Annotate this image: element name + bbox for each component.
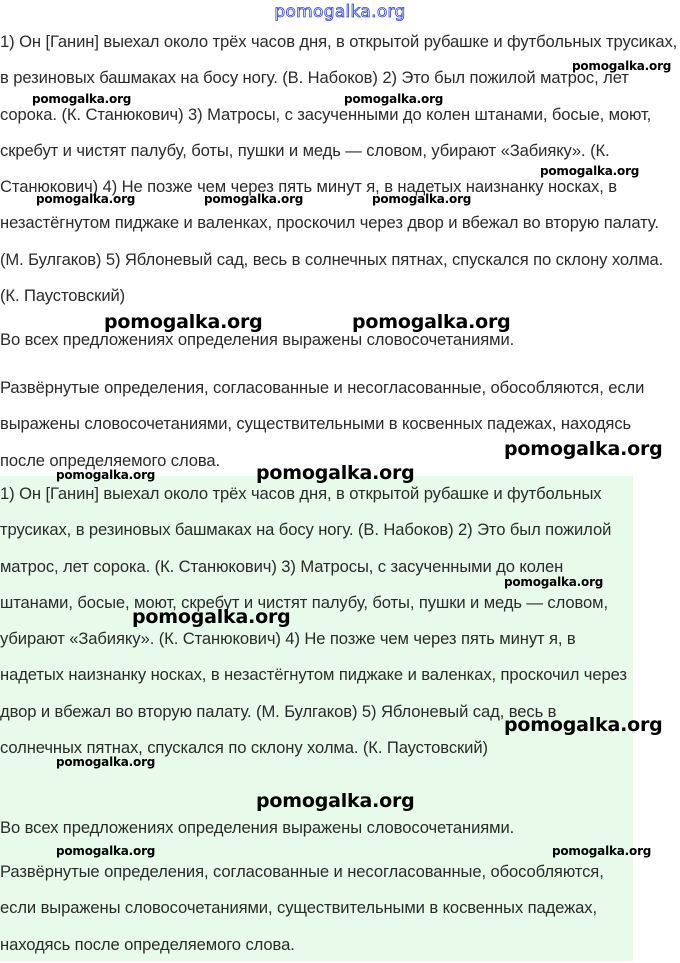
watermark: pomogalka.org	[572, 59, 672, 73]
watermark: pomogalka.org	[352, 311, 511, 333]
watermark: pomogalka.org	[56, 468, 156, 482]
watermark: pomogalka.org	[132, 606, 291, 628]
watermark: pomogalka.org	[504, 714, 663, 736]
exercise-sentences: 1) Он [Ганин] выехал около трёх часов дня, в открытой рубашке и футбольных трусиках, в резиновых башмаках на босу ногу. (В. Набоков) 2) Это был пожилой матрос, лет сорока. (К. Станюкович) 3) Матросы, с засученными до колен штанами, босые, моют, скребут и чистят палубу, боты, пушки и медь — словом, убирают «Забияку». (К. Станюкович) 4) Не позже чем через пять минут я, в надетых наизнанку носках, в незастёгнутом пиджаке и валенках, проскочил через двор и вбежал во вторую палату. (М. Булгаков) 5) Яблоневый сад, весь в солнечных пятнах, спускался по склону холма. (К. Паустовский)	[0, 32, 678, 306]
watermark: pomogalka.org	[344, 92, 444, 106]
answer-summary-definitions: Во всех предложениях определения выражены словосочетаниями.	[0, 818, 515, 837]
exercise-summary-rule: Развёрнутые определения, согласованные и несогласованные, обособляются, если выражены словосочетаниями, существительными в косвенных падежах, находясь после определяемого слова.	[0, 378, 645, 470]
answer-sentences: 1) Он [Ганин] выехал около трёх часов дня, в открытой рубашке и футбольных трусиках, в резиновых башмаках на босу ногу. (В. Набоков) 2) Это был пожилой матрос, лет сорока. (К. Станюкович) 3) Матросы, с засученными до колен штанами, босые, моют, скребут и чистят палубу, боты, пушки и медь — словом, убирают «Забияку». (К. Станюкович) 4) Не позже чем через пять минут я, в надетых наизнанку носках, в незастёгнутом пиджаке и валенках, проскочил через двор и вбежал во вторую палату. (М. Булгаков) 5) Яблоневый сад, весь в солнечных пятнах, спускался по склону холма. (К. Паустовский)	[0, 484, 627, 758]
watermark: pomogalka.org	[256, 790, 415, 812]
watermark: pomogalka.org	[204, 192, 304, 206]
watermark: pomogalka.org	[552, 844, 652, 858]
watermark: pomogalka.org	[104, 311, 263, 333]
watermark: pomogalka.org	[56, 844, 156, 858]
watermark: pomogalka.org	[256, 462, 415, 484]
watermark: pomogalka.org	[36, 192, 136, 206]
watermark: pomogalka.org	[504, 438, 663, 460]
watermark: pomogalka.org	[32, 92, 132, 106]
watermark: pomogalka.org	[504, 575, 604, 589]
exercise-summary-definitions: Во всех предложениях определения выражены словосочетаниями.	[0, 330, 515, 349]
watermark: pomogalka.org	[56, 755, 156, 769]
watermark: pomogalka.org	[372, 192, 472, 206]
watermark: pomogalka.org	[540, 164, 640, 178]
site-header-link[interactable]: pomogalka.org	[274, 2, 406, 22]
answer-summary-rule: Развёрнутые определения, согласованные и несогласованные, обособляются, если выражены словосочетаниями, существительными в косвенных падежах, находясь после определяемого слова.	[0, 862, 604, 954]
